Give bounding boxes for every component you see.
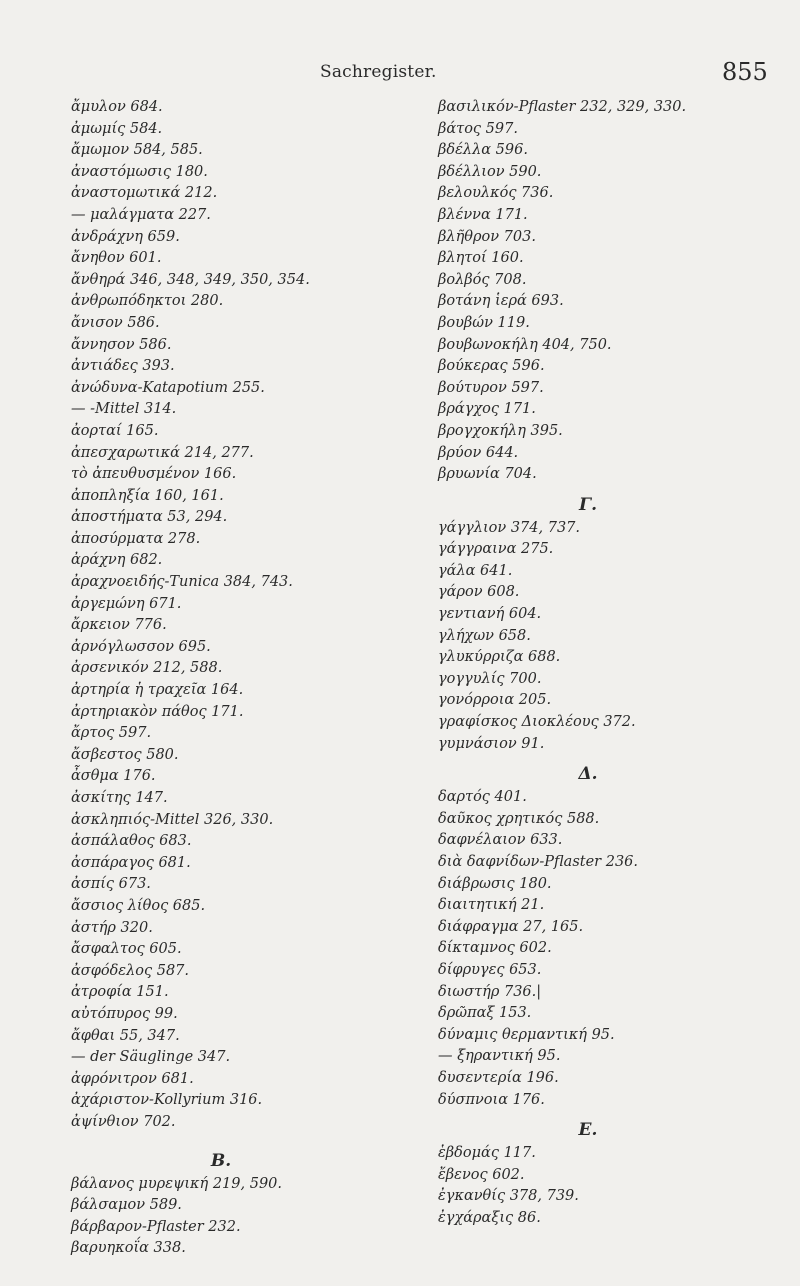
- index-entry: βαρυηκοΐα 338.: [71, 1240, 186, 1257]
- index-entry: ἄρτος 597.: [71, 725, 152, 742]
- index-entry: βδέλλιον 590.: [438, 163, 542, 180]
- index-entry: — ξηραντική 95.: [438, 1048, 561, 1065]
- index-entry: ἄσβεστος 580.: [71, 746, 179, 763]
- index-entry: ἄμυλον 684.: [71, 99, 163, 115]
- index-entry: δαρτός 401.: [438, 789, 527, 806]
- index-entry: βρυωνία 704.: [438, 466, 537, 483]
- index-entry: ἀρσενικόν 212, 588.: [71, 660, 223, 677]
- index-entry: διωστήρ 736.|: [438, 983, 542, 1000]
- index-entry: βλητοί 160.: [438, 250, 524, 267]
- index-section-a: [71, 97, 411, 1134]
- index-entry: ἀμωμίς 584.: [71, 120, 163, 137]
- running-title: Sachregister.: [320, 62, 437, 82]
- index-entry: ἄσφαλτος 605.: [71, 941, 182, 958]
- index-entry: βελουλκός 736.: [438, 185, 554, 202]
- index-entry: δυσεντερία 196.: [438, 1069, 559, 1086]
- section-letter-gamma: Γ.: [579, 494, 597, 515]
- index-entry: ἄννησον 586.: [71, 336, 172, 353]
- index-entry: ἀναστόμωσις 180.: [71, 163, 208, 180]
- index-entry: βούκερας 596.: [438, 358, 545, 375]
- index-entry: δύσπνοια 176.: [438, 1091, 545, 1108]
- index-entry: ἀραχνοειδής-Tunica 384, 743.: [71, 574, 293, 591]
- left-column: [71, 97, 411, 1260]
- index-entry: βάλανος μυρεψική 219, 590.: [71, 1175, 283, 1192]
- index-entry: ἄνθηρά 346, 348, 349, 350, 354.: [71, 271, 310, 288]
- index-entry: ἆσθμα 176.: [71, 768, 156, 785]
- index-entry: ἀργεμώνη 671.: [71, 595, 182, 612]
- index-section-e: [438, 1143, 778, 1229]
- index-entry: ἀνώδυνα-Katapotium 255.: [71, 379, 265, 396]
- index-entry: ἀνθρωπόδηκτοι 280.: [71, 293, 224, 310]
- index-entry: διάφραγμα 27, 165.: [438, 918, 584, 935]
- index-entry: ἀποσύρματα 278.: [71, 530, 201, 547]
- index-entry: βασιλικόν-Pflaster 232, 329, 330.: [438, 99, 687, 115]
- index-entry: βράγχος 171.: [438, 401, 536, 418]
- index-entry: ἀτροφία 151.: [71, 984, 169, 1001]
- index-entry: ἄνισον 586.: [71, 314, 160, 331]
- index-entry: δύναμις θερμαντική 95.: [438, 1026, 615, 1043]
- index-entry: ἄρκειον 776.: [71, 617, 167, 634]
- index-entry: βρογχοκήλη 395.: [438, 422, 563, 439]
- right-column: [438, 97, 778, 1230]
- index-entry: ἀπεσχαρωτικά 214, 277.: [71, 444, 254, 461]
- index-entry: διάβρωσις 180.: [438, 875, 552, 892]
- index-entry: γάγγραινα 275.: [438, 541, 554, 558]
- index-entry: αὐτόπυρος 99.: [71, 1005, 178, 1022]
- index-section-b-cont: [438, 97, 778, 486]
- index-entry: γραφίσκος Διοκλέους 372.: [438, 714, 636, 731]
- index-entry: γλυκύρριζα 688.: [438, 649, 561, 666]
- index-entry: ἄνηθον 601.: [71, 250, 162, 267]
- index-entry: βλέννα 171.: [438, 206, 528, 223]
- index-entry: δίφρυγες 653.: [438, 961, 542, 978]
- index-entry: βάτος 597.: [438, 120, 518, 137]
- page-number: 855: [722, 58, 768, 86]
- index-entry: ἀρτηρία ἡ τραχεῖα 164.: [71, 682, 244, 699]
- index-entry: ἀποπληξία 160, 161.: [71, 487, 224, 504]
- index-entry: ἐγκανθίς 378, 739.: [438, 1188, 579, 1205]
- index-entry: ἔβενος 602.: [438, 1166, 525, 1183]
- index-entry: βάλσαμον 589.: [71, 1197, 182, 1214]
- index-entry: ἀσκληπιός-Mittel 326, 330.: [71, 811, 274, 828]
- index-entry: γεντιανή 604.: [438, 606, 542, 623]
- index-entry: δαῦκος χρητικός 588.: [438, 810, 600, 827]
- section-letter-delta: Δ.: [578, 764, 598, 785]
- index-entry: βλῆθρον 703.: [438, 228, 536, 245]
- index-entry: ἀράχνη 682.: [71, 552, 163, 569]
- index-entry: διαιτητική 21.: [438, 897, 545, 914]
- index-entry: τὸ ἀπευθυσμένον 166.: [71, 466, 237, 483]
- index-entry: βδέλλα 596.: [438, 142, 528, 159]
- index-entry: βολβός 708.: [438, 271, 527, 288]
- index-entry: γάλα 641.: [438, 562, 513, 579]
- index-entry: ἀψίνθιον 702.: [71, 1113, 176, 1130]
- index-entry: γυμνάσιον 91.: [438, 735, 545, 752]
- index-entry: δαφνέλαιον 633.: [438, 832, 563, 849]
- index-entry: βούτυρον 597.: [438, 379, 544, 396]
- index-entry: ἀστήρ 320.: [71, 919, 153, 936]
- index-entry: γάρον 608.: [438, 584, 520, 601]
- index-entry: ἄφθαι 55, 347.: [71, 1027, 180, 1044]
- index-entry: διὰ δαφνίδων-Pflaster 236.: [438, 854, 639, 870]
- index-entry: γάγγλιον 374, 737.: [438, 519, 580, 536]
- section-letter-b: B.: [210, 1150, 232, 1171]
- index-entry: ἄσσιος λίθος 685.: [71, 897, 206, 914]
- index-entry: ἀφρόνιτρον 681.: [71, 1070, 194, 1087]
- index-entry: γλήχων 658.: [438, 627, 531, 644]
- index-section-gamma: [438, 518, 778, 756]
- index-entry: ἀντιάδες 393.: [71, 358, 175, 375]
- index-entry: βάρβαρον-Pflaster 232.: [71, 1218, 241, 1235]
- index-entry: ἀσπάραγος 681.: [71, 854, 191, 871]
- index-entry: — -Mittel 314.: [71, 401, 177, 418]
- index-entry: ἀσφόδελος 587.: [71, 962, 190, 979]
- index-section-delta: [438, 787, 778, 1111]
- index-entry: γογγυλίς 700.: [438, 670, 542, 687]
- index-entry: ἀσπίς 673.: [71, 876, 151, 893]
- index-entry: ἀποστήματα 53, 294.: [71, 509, 228, 526]
- index-entry: βοτάνη ἱερά 693.: [438, 293, 564, 310]
- index-entry: δίκταμνος 602.: [438, 940, 552, 957]
- index-entry: δρῶπαξ 153.: [438, 1005, 532, 1022]
- index-entry: ἀρνόγλωσσον 695.: [71, 638, 211, 655]
- index-entry: ἀνδράχνη 659.: [71, 228, 180, 245]
- index-entry: ἐγχάραξις 86.: [438, 1209, 541, 1226]
- page-header: [0, 50, 800, 90]
- index-entry: βουβωνοκήλη 404, 750.: [438, 336, 612, 353]
- index-entry: ἀχάριστον-Kollyrium 316.: [71, 1092, 263, 1109]
- index-entry: — μαλάγματα 227.: [71, 206, 211, 223]
- section-letter-e: E.: [578, 1120, 598, 1141]
- index-entry: βρύον 644.: [438, 444, 519, 461]
- index-entry: ἑβδομάς 117.: [438, 1145, 536, 1162]
- index-entry: — der Säuglinge 347.: [71, 1049, 231, 1066]
- index-entry: ἀναστομωτικά 212.: [71, 185, 218, 202]
- index-entry: ἀρτηριακὸν πάθος 171.: [71, 703, 244, 720]
- index-entry: γονόρροια 205.: [438, 692, 552, 709]
- index-entry: βουβών 119.: [438, 314, 530, 331]
- index-section-b: [71, 1174, 411, 1260]
- index-entry: ἀσκίτης 147.: [71, 790, 168, 806]
- index-entry: ἀορταί 165.: [71, 422, 159, 439]
- index-entry: ἄμωμον 584, 585.: [71, 142, 203, 159]
- index-entry: ἀσπάλαθος 683.: [71, 833, 192, 850]
